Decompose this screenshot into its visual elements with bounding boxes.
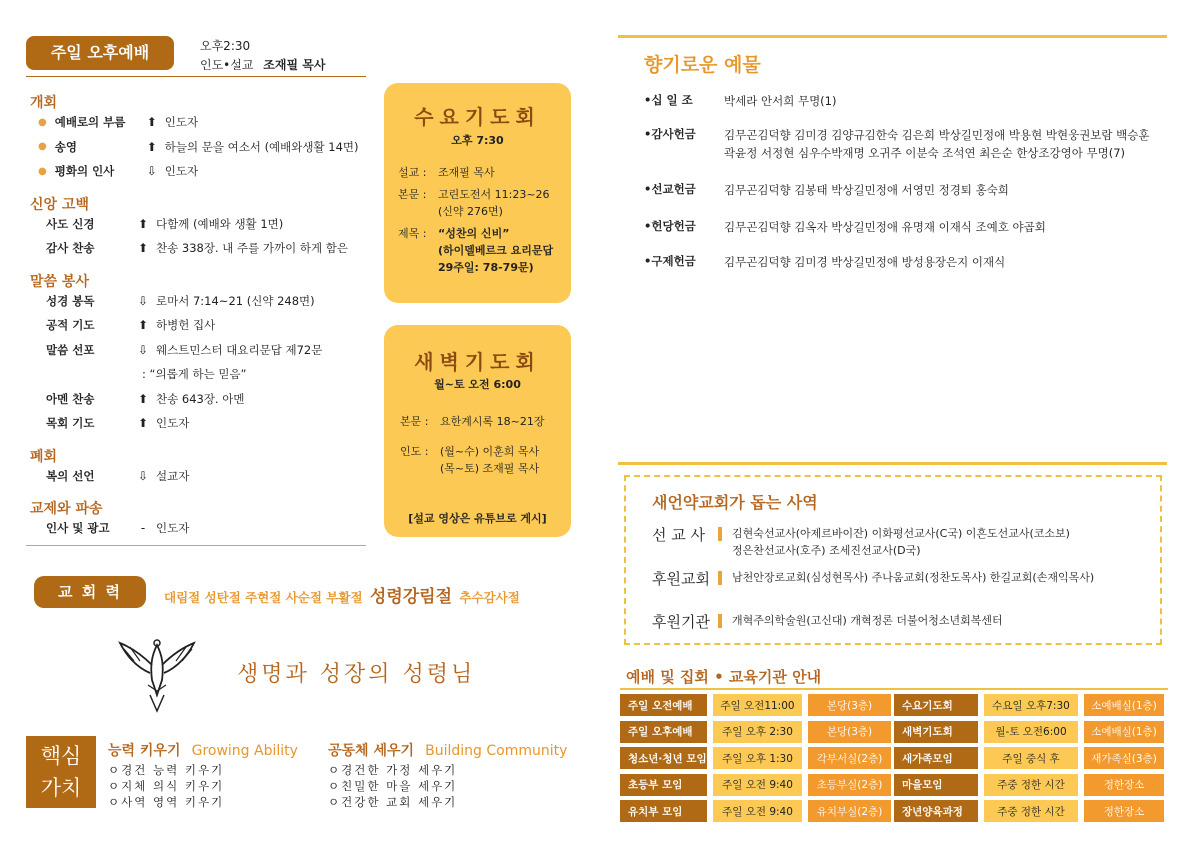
wednesday-details — [398, 164, 568, 276]
wed-text-label: 본문 : — [398, 188, 427, 201]
afternoon-leader — [200, 56, 325, 73]
core-value-item: ㅇ경건 능력 키우기 — [108, 763, 225, 777]
offerings-title: 향기로운 예물 — [644, 54, 761, 76]
offering-label: •선교헌금 — [644, 182, 696, 196]
order-item — [38, 139, 359, 155]
guide-time: 주일 오전 9:40 — [713, 774, 802, 796]
ministry-lines — [732, 568, 1094, 589]
afternoon-underline — [26, 76, 366, 77]
guide-place: 초등부실(2층) — [808, 774, 891, 796]
wednesday-time: 오후 7:30 — [451, 134, 504, 147]
guide-event: 장년양육과정 — [894, 800, 978, 822]
offerings-top-rule — [618, 35, 1167, 38]
core-value-item: ㅇ지체 의식 키우기 — [108, 779, 225, 793]
guide-place: 본당(3층) — [808, 721, 891, 743]
dawn-note: [설교 영상은 유튜브로 게시] — [408, 512, 547, 525]
core-col2-en: Building Community — [425, 743, 568, 759]
ministry-bar-icon — [718, 527, 722, 541]
guide-place: 정한장소 — [1084, 774, 1164, 796]
ministry-line: 정은찬선교사(호주) 조세진선교사(D국) — [732, 544, 921, 557]
guide-event: 주일 오후예배 — [620, 721, 707, 743]
guide-event: 새벽기도회 — [894, 721, 978, 743]
guide-time: 주중 정한 시간 — [984, 774, 1078, 796]
core-col1-list — [108, 762, 298, 810]
wed-sermon-label: 설교 : — [398, 166, 427, 179]
offering-row — [644, 253, 1164, 271]
order-item — [38, 216, 283, 232]
section-heading: 신앙 고백 — [30, 196, 89, 213]
core-col1-en: Growing Ability — [191, 743, 298, 759]
leader-label: 인도•설교 — [200, 58, 254, 72]
offering-label: •십 일 조 — [644, 93, 693, 107]
ministry-row — [652, 524, 1070, 559]
core-value-item: ㅇ건강한 교회 세우기 — [328, 795, 458, 809]
order-item-text: 인도자 — [164, 164, 199, 178]
wed-topic: “성찬의 신비” — [438, 227, 510, 240]
dawn-leader2: (목~토) 조재필 목사 — [440, 462, 540, 475]
core-value-item: ㅇ친밀한 마을 세우기 — [328, 779, 458, 793]
dove-icon — [112, 625, 202, 715]
guide-time: 주중 정한 시간 — [984, 800, 1078, 822]
bullet-icon: ● — [38, 141, 47, 152]
dawn-leader-label: 인도 : — [400, 445, 429, 458]
stand-arrow-icon: ⬆ — [137, 216, 149, 231]
order-item-label: 공적 기도 — [46, 318, 95, 332]
dawn-title: 새벽기도회 — [414, 350, 541, 374]
ministry-row — [652, 568, 1094, 589]
ministry-label: 후원교회 — [652, 570, 710, 588]
order-item-text: 로마서 7:14~21 (신약 248면) — [156, 293, 315, 308]
stand-arrow-icon: ⬆ — [137, 318, 149, 332]
offering-row — [644, 92, 1164, 110]
core-col2-title: 공동체 세우기 — [328, 743, 415, 759]
wednesday-title: 수요기도회 — [414, 105, 541, 129]
guide-place: 유치부실(2층) — [808, 800, 891, 822]
offering-names: 김무곤김덕향 김봉태 박상길민정애 서영민 정경퇴 홍숙희 — [724, 183, 1009, 197]
dawn-text: 요한계시록 18~21장 — [440, 415, 545, 428]
order-item — [38, 468, 189, 484]
guide-time: 주일 오후 2:30 — [713, 721, 802, 743]
guide-place: 정한장소 — [1084, 800, 1164, 822]
guide-time: 수요일 오후7:30 — [984, 694, 1078, 716]
order-item — [38, 293, 315, 309]
bullet-icon: ● — [38, 165, 47, 177]
calendar-seasons-before: 대림절 성탄절 주현절 사순절 부활절 — [164, 590, 363, 605]
bullet-icon: ● — [38, 116, 47, 128]
section-heading: 개회 — [30, 95, 58, 111]
order-item-text: : “의롭게 하는 믿음” — [142, 367, 247, 381]
core-value-item: ㅇ경건한 가정 세우기 — [328, 763, 458, 777]
calendar-theme: 생명과 성장의 성령님 — [237, 662, 476, 687]
stand-arrow-icon: ⬆ — [146, 139, 157, 154]
order-item — [38, 391, 244, 407]
ministry-label: 선 교 사 — [652, 526, 706, 544]
ministry-line: 개혁주의학술원(고신대) 개혁정론 더불어청소년회복센터 — [732, 614, 1003, 627]
order-item-label: 평화의 인사 — [54, 164, 115, 178]
offering-label: •감사헌금 — [644, 127, 696, 141]
order-item-label: 목회 기도 — [46, 416, 95, 430]
sit-arrow-icon: ⇩ — [137, 468, 149, 483]
offering-label: •구제헌금 — [644, 254, 696, 268]
guide-place: 각부서실(2층) — [808, 747, 891, 769]
section-heading: 폐회 — [30, 448, 58, 465]
order-item-label: 아멘 찬송 — [46, 391, 95, 406]
sit-arrow-icon: ⇩ — [146, 164, 157, 178]
afternoon-bottom-line — [26, 545, 366, 546]
wed-text: 고린도전서 11:23~26 — [438, 188, 550, 201]
core-col1-title: 능력 키우기 — [108, 743, 181, 759]
guide-event: 마을모임 — [894, 774, 978, 796]
order-item-text: 하늘의 문을 여소서 (예배와생활 14면) — [164, 139, 359, 154]
core-col-1 — [108, 740, 298, 810]
order-item-text: 찬송 643장. 아멘 — [156, 391, 245, 406]
section-heading: 교제와 파송 — [30, 501, 103, 517]
order-item-text: 설교자 — [156, 468, 190, 483]
offering-names: 김무곤김덕향 김미경 김양규김한숙 김은희 박상길민정애 박용현 박현웅권보람 백승훈 곽윤정 서정현 심우수박재명 오귀주 이분숙 조석연 최은순 한상조강영아 무명(7) — [724, 128, 1150, 160]
order-item-text: 인도자 — [164, 115, 199, 129]
stand-arrow-icon: ⬆ — [146, 115, 157, 129]
ministry-line: 남천안장로교회(심성현목사) 주나움교회(정찬도목사) 한길교회(손재익목사) — [732, 571, 1095, 584]
wed-sermon: 조재필 목사 — [438, 166, 495, 179]
offering-names: 박세라 안서희 무명(1) — [724, 94, 837, 108]
order-item — [38, 240, 348, 256]
guide-place: 새가족실(3층) — [1084, 747, 1164, 769]
order-item-label: 예배로의 부름 — [54, 115, 126, 129]
ministry-lines — [732, 611, 1003, 632]
order-item-text: 웨스트민스터 대요리문답 제72문 — [156, 342, 323, 357]
offering-label: •헌당헌금 — [644, 219, 696, 233]
core-col-2 — [328, 740, 567, 810]
offering-names: 김무곤김덕향 김옥자 박상길민정애 유명재 이재식 조예호 야곱회 — [724, 220, 1046, 234]
wed-text-page: (신약 276면) — [438, 205, 503, 218]
ministry-row — [652, 611, 1003, 632]
stand-arrow-icon: ⬆ — [137, 416, 149, 430]
order-item-label: 복의 선언 — [46, 468, 95, 483]
guide-underline — [620, 688, 1168, 690]
dawn-text-label: 본문 : — [400, 415, 429, 428]
order-item — [38, 163, 198, 179]
afternoon-service-title: 주일 오후예배 — [26, 36, 174, 70]
core-value-item: ㅇ사역 영역 키우기 — [108, 795, 225, 809]
ministry-title: 새언약교회가 돕는 사역 — [652, 493, 818, 512]
order-item-text: 찬송 338장. 내 주를 가까이 하게 함은 — [156, 241, 348, 255]
guide-title: 예배 및 집회 • 교육기관 안내 — [626, 668, 822, 686]
calendar-seasons — [164, 582, 520, 607]
sit-arrow-icon: ⇩ — [137, 342, 149, 357]
core-title-1: 핵심 — [40, 744, 82, 768]
order-item-text: 하병헌 집사 — [156, 318, 216, 332]
order-item-label: 말씀 선포 — [46, 342, 95, 357]
order-item-label: 인사 및 광고 — [46, 521, 110, 535]
offering-row — [644, 181, 1164, 199]
guide-event: 초등부 모임 — [620, 774, 707, 796]
stand-arrow-icon: ⬆ — [137, 241, 149, 255]
order-item-label: 성경 봉독 — [46, 293, 95, 308]
dawn-details — [400, 413, 570, 477]
order-item — [38, 317, 215, 333]
order-item — [38, 342, 322, 358]
order-item — [38, 366, 247, 382]
order-item — [38, 520, 189, 536]
wed-topic-sub1: (하이델베르크 요리문답 — [438, 244, 554, 257]
order-item-label: 사도 신경 — [46, 216, 95, 231]
guide-place: 소예배실(1층) — [1084, 694, 1164, 716]
ministry-label: 후원기관 — [652, 613, 710, 631]
ministry-lines — [732, 524, 1070, 559]
ministry-bar-icon — [718, 614, 722, 628]
core-values-badge — [26, 736, 96, 808]
order-item-text: 인도자 — [156, 416, 190, 430]
core-col2-list — [328, 762, 567, 810]
order-item — [38, 114, 198, 130]
order-item-text: 인도자 — [156, 521, 190, 535]
offering-row — [644, 126, 1164, 162]
order-item-text: 다함께 (예배와 생활 1면) — [156, 216, 284, 231]
guide-time: 월-토 오전6:00 — [984, 721, 1078, 743]
leader-name: 조재필 목사 — [263, 58, 326, 72]
wed-topic-sub2: 29주일: 78-79문) — [438, 261, 534, 274]
dawn-time: 월~토 오전 6:00 — [434, 378, 521, 391]
sit-arrow-icon: ⇩ — [137, 293, 149, 308]
guide-place: 소예배실(1층) — [1084, 721, 1164, 743]
guide-time: 주일 오후 1:30 — [713, 747, 802, 769]
offering-row — [644, 218, 1164, 236]
ministry-bar-icon — [718, 571, 722, 585]
calendar-seasons-after: 추수감사절 — [459, 590, 520, 605]
guide-event: 청소년·청년 모임 — [620, 747, 707, 769]
offering-names: 김무곤김덕향 김미경 박상길민정애 방성용장은지 이재식 — [724, 255, 1006, 269]
order-item-label: 감사 찬송 — [46, 241, 95, 255]
guide-time: 주일 오전11:00 — [713, 694, 802, 716]
order-item-label: 송영 — [54, 139, 77, 154]
guide-place: 본당(3층) — [808, 694, 891, 716]
guide-time: 주일 중식 후 — [984, 747, 1078, 769]
calendar-title: 교 회 력 — [34, 576, 146, 608]
guide-event: 새가족모임 — [894, 747, 978, 769]
wed-topic-label: 제목 : — [398, 227, 427, 240]
afternoon-time: 오후2:30 — [200, 39, 251, 53]
guide-event: 유치부 모임 — [620, 800, 707, 822]
ministry-line: 김현숙선교사(아제르바이잔) 이화평선교사(C국) 이흔도선교사(코소보) — [732, 527, 1070, 540]
section-heading: 말씀 봉사 — [30, 273, 89, 290]
core-title-2: 가치 — [40, 776, 82, 800]
guide-time: 주일 오전 9:40 — [713, 800, 802, 822]
offerings-bottom-rule — [618, 462, 1167, 465]
stand-arrow-icon: ⬆ — [137, 391, 149, 406]
guide-event: 수요기도회 — [894, 694, 978, 716]
order-item — [38, 415, 189, 431]
guide-event: 주일 오전예배 — [620, 694, 707, 716]
dash-mark: - — [140, 521, 146, 535]
calendar-current-season: 성령강림절 — [369, 587, 453, 607]
dawn-leader1: (월~수) 이훈희 목사 — [440, 445, 540, 458]
